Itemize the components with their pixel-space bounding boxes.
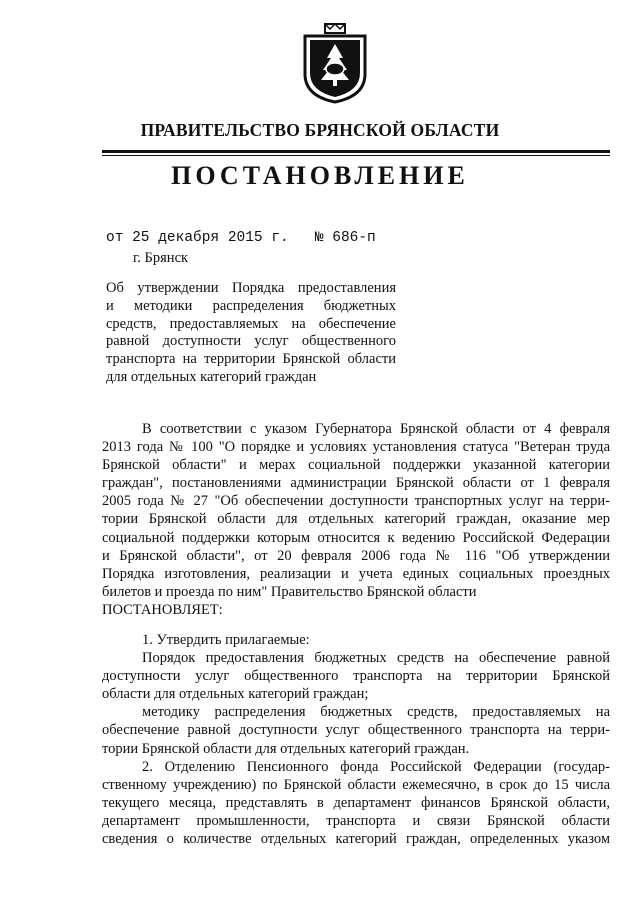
subject-line: и методики распределения бюджетных <box>106 297 396 314</box>
body-line: Порядок предоставления бюджетных средств на обеспечение равной <box>142 650 610 667</box>
body-line: департамент промышленности, транспорта и связи Брянской области <box>102 812 610 829</box>
body-line: Порядка изготовления, реализации и учета единых социальных проездных <box>102 565 610 582</box>
subject-line: Об утверждении Порядка предоставления <box>106 280 396 296</box>
body-line: 2013 года № 100 "О порядке и условиях установления статуса "Ветеран труда <box>102 439 610 456</box>
body-line: тории Брянской области для отдельных категорий граждан. <box>102 740 470 757</box>
subject-line: равной доступности услуг общественного <box>106 333 396 350</box>
header-divider-thin <box>102 155 610 156</box>
subject-line: транспорта на территории Брянской области <box>106 351 396 368</box>
body-line: Брянской области" и мерах социальной поддержки указанной категории <box>102 457 610 474</box>
body-line: В соответствии с указом Губернатора Брянской области от 4 февраля <box>142 421 610 437</box>
subject-block <box>106 280 396 387</box>
body-line: доступности услуг общественного транспорта на территории Брянской <box>102 668 610 685</box>
subject-line: средств, предоставляемых на обеспечение <box>106 315 396 332</box>
document-type-title: ПОСТАНОВЛЕНИЕ <box>171 161 469 190</box>
body-line: и Брянской области", от 20 февраля 2006 года № 116 "Об утверждении <box>102 547 610 564</box>
subject-line: для отдельных категорий граждан <box>106 368 317 385</box>
organization-name: ПРАВИТЕЛЬСТВО БРЯНСКОЙ ОБЛАСТИ <box>140 120 500 140</box>
body-line: ственному учреждению) по Брянской области ежемесячно, в срок до 15 числа <box>102 776 610 793</box>
body-line: тории Брянской области для отдельных категорий граждан, оказание мер <box>102 511 610 528</box>
body-line: обеспечение равной доступности услуг общественного транспорта на терри- <box>102 722 610 739</box>
item-heading: 1. Утвердить прилагаемые: <box>142 632 310 648</box>
body-line: 2005 года № 27 "Об обеспечении доступности транспортных услуг на терри- <box>102 493 610 510</box>
body-line: социальной поддержки которым относится к ведению Российской Федерации <box>102 529 610 546</box>
resolution-items <box>102 631 610 848</box>
resolves-line: ПОСТАНОВЛЯЕТ: <box>102 601 223 618</box>
body-line: 2. Отделению Пенсионного фонда Российской Федерации (государ- <box>142 758 610 775</box>
body-line: сведения о количестве отдельных категорий граждан, определенных указом <box>102 831 610 848</box>
body-line: методику распределения бюджетных средств, предоставляемых на <box>142 704 610 721</box>
city-line: г. Брянск <box>133 250 189 266</box>
body-line: области для отдельных категорий граждан; <box>102 686 369 703</box>
body-line: граждан", постановлениями администрации Брянской области от 1 февраля <box>102 475 610 492</box>
date-number-line: от 25 декабря 2015 г. № 686-п <box>106 230 376 246</box>
preamble-paragraph <box>102 420 610 619</box>
body-line: билетов и проезда по ним" Правительство Брянской области <box>102 583 477 600</box>
body-line: текущего месяца, представлять в департамент финансов Брянской области, <box>102 794 610 811</box>
coat-of-arms-icon <box>301 22 369 104</box>
header-divider-thick <box>102 150 610 153</box>
